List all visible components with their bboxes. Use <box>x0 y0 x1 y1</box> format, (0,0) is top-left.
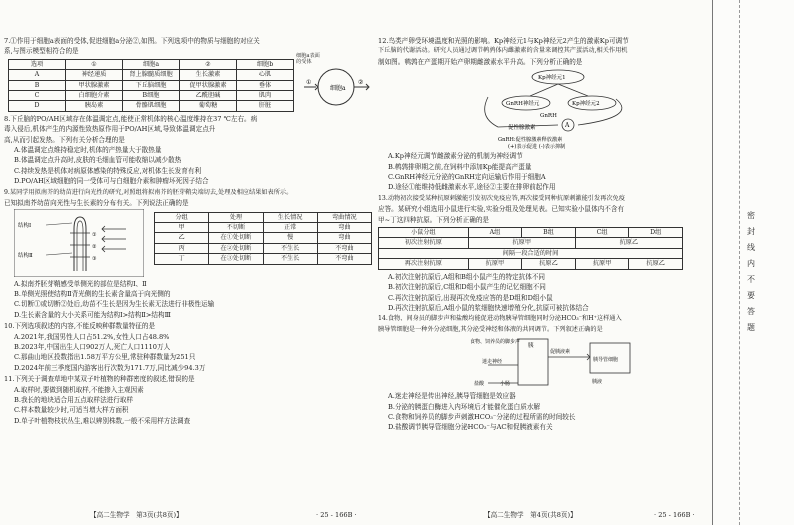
q9-option-c: C.切断①或切断②处后,幼苗不生长是因为生长素无法进行非极性运输 <box>14 300 215 309</box>
q12-hormone-diagram <box>378 67 704 151</box>
cell: B <box>9 80 66 90</box>
cell: 抗原甲 <box>575 259 629 269</box>
table-row <box>155 233 372 243</box>
q10-stem: 10.下列选项叙述的内容,不能反映种群数量特征的是 <box>4 322 156 331</box>
q7-th: 细胞b <box>237 59 294 69</box>
q13-th: B组 <box>522 228 576 238</box>
q12-stem: 12.鸟类产卵受环境温度和光照的影响。Kp神经元1与Kp神经元2产生的激素Kp可调节 <box>378 37 629 45</box>
q13-table <box>378 227 683 270</box>
cell: 间隔一段合适的时间 <box>379 248 683 258</box>
cell: 丁 <box>155 254 209 264</box>
q7-th: ① <box>66 59 123 69</box>
seal-line <box>739 0 740 525</box>
q14-option-b: B.分泌的胰蛋白酶进入内环境后才能催化蛋白质水解 <box>388 402 541 411</box>
q14-fig-label-2: 迷走神经 <box>482 359 503 366</box>
q13-option-b: B.初次注射抗原后,C组和D组小鼠产生的记忆细胞不同 <box>388 283 546 292</box>
cell: 不切断 <box>209 222 263 232</box>
q9-table <box>154 212 372 265</box>
q7-fig-cell: 细胞a <box>330 84 346 92</box>
q12-fig-a: A <box>565 122 570 130</box>
cell: 神经递质 <box>66 70 123 80</box>
q9-th: 处理 <box>209 212 263 222</box>
cell: 慢 <box>263 233 317 243</box>
cell: 垂体 <box>237 80 294 90</box>
q12-stem-2: 下丘脑的代谢活动。研究人员通过调节鹌鹑体内雌激素的含量来调控其产蛋活动,相关作用机 <box>378 47 628 55</box>
q13-option-c: C.再次注射抗原后,出现再次免疫应答的是D组和D组小鼠 <box>388 293 553 302</box>
question-12 <box>378 36 704 193</box>
q12-fig-kp1: Kp神经元1 <box>538 75 566 82</box>
question-10 <box>4 321 372 373</box>
question-7 <box>4 36 372 112</box>
seal-char: 内 <box>747 259 755 268</box>
q10-option-d: D.2024年前三季度国内游客出行次数为171.7万,同比减少94.3万 <box>14 363 206 372</box>
q11-stem: 11.下列关于调查草地中某双子叶植物的种群密度的叙述,错误的是 <box>4 375 195 384</box>
question-8 <box>4 114 372 187</box>
cell: 抗原甲 <box>468 238 575 248</box>
cell: 抗原乙 <box>575 238 682 248</box>
q9-fig-label-2: 结构Ⅱ <box>18 252 33 259</box>
q12-fig-gnrh: GnRH <box>540 113 557 120</box>
footer-left: 【高二生物学 第3页(共8页)】 <box>90 511 183 519</box>
cell: 再次注射抗原 <box>379 259 469 269</box>
cell: D <box>9 101 66 111</box>
cell: B细胞 <box>123 91 180 101</box>
q8-stem-3: 高,从而引起发热。下列有关分析合理的是 <box>4 135 125 144</box>
table-row <box>9 70 294 80</box>
question-11 <box>4 374 372 426</box>
table-row <box>379 259 683 269</box>
svg-text:①: ① <box>92 231 97 238</box>
q14-stem-2: 胰导管细胞是一种外分泌细胞,其分泌受神经和体液的共同调节。下列叙述正确的是 <box>378 325 603 333</box>
q12-fig-kp2: Kp神经元2 <box>572 101 600 108</box>
question-13 <box>378 194 704 313</box>
left-column <box>4 36 372 427</box>
cell: 抗原乙 <box>629 259 683 269</box>
cell: 骨骼肌细胞 <box>123 101 180 111</box>
q8-option-b: B.体温调定点升高时,皮肤的毛细血管可能收缩以减少散热 <box>14 156 182 165</box>
q12-fig-caption-2: (+)表示促进 (-)表示抑制 <box>508 144 566 151</box>
seal-char: 封 <box>747 227 755 236</box>
footer-code-left: · 25 - 166B · <box>316 511 357 519</box>
cell: 在③处切断 <box>209 254 263 264</box>
q9-seedling-diagram <box>14 209 144 277</box>
q7-stem-2: 系,与图示模型相符合的是 <box>4 47 79 56</box>
cell: 下丘脑细胞 <box>123 80 180 90</box>
q14-pancreas-diagram <box>378 335 704 391</box>
q14-fig-label-1: 食物、饲养员的脚步声 <box>470 339 521 346</box>
question-14 <box>378 314 704 432</box>
q12-option-d: D.途径①能维持低雌激素水平,途径②主要在排卵前起作用 <box>388 183 556 192</box>
seal-char: 不 <box>747 275 755 284</box>
q8-option-c: C.持续发热是机体对病原体感染的特殊反应,对机体生长发育有利 <box>14 166 202 175</box>
q13-option-d: D.再次注射抗原后,A组小鼠的浆细胞快速增殖分化,抗原可被抗体结合 <box>388 303 589 312</box>
q9-fig-label-1: 结构Ⅰ <box>18 222 32 229</box>
q9-stem-2: 已知拟南芥幼苗向光性与生长素的分布有关。下列说法正确的是 <box>4 199 189 208</box>
cell: 甲状腺激素 <box>66 80 123 90</box>
q9-stem: 9.某同学用拟南芥的幼苗进行向光性的研究,对照组将拟南芥的胚芽鞘尖端切去,处理及相应结果如表所示。 <box>4 188 293 196</box>
q7-fig-c1: ① <box>306 78 312 86</box>
cell: 乙 <box>155 233 209 243</box>
cell: 正常 <box>263 222 317 232</box>
cell: 肝脏 <box>237 101 294 111</box>
q13-th: 小鼠分组 <box>379 228 469 238</box>
cell: 肾上腺髓质细胞 <box>123 70 180 80</box>
table-row <box>9 80 294 90</box>
cell: 不弯曲 <box>317 243 371 253</box>
table-row <box>379 238 683 248</box>
q14-fig-label-8: 胰液 <box>592 379 603 386</box>
q11-option-c: C.样本数量较少时,可适当增大样方面积 <box>14 406 129 415</box>
q7-table <box>8 59 294 112</box>
q12-fig-caption-1: GnRH:促性腺激素释放激素 <box>498 137 563 144</box>
q9-option-b: B.单侧光照使结构Ⅱ背光侧的生长素含量高于向光侧的 <box>14 289 171 298</box>
cell: 在①处切断 <box>209 233 263 243</box>
cell: 不生长 <box>263 243 317 253</box>
table-row <box>155 254 372 264</box>
cell: 弯曲 <box>317 233 371 243</box>
q14-fig-label-4: 小肠 <box>500 381 511 388</box>
q14-option-d: D.盐酸调节胰导管细胞分泌HCO₃⁻与AC和促胰液素有关 <box>388 423 553 432</box>
q12-option-c: C.GnRH神经元分泌的GnRH定向运输后作用于细胞A <box>388 173 546 182</box>
q8-stem: 8.下丘脑的PO/AH区域存在体温调定点,能使正常机体的核心温度维持在37 ℃左右。病 <box>4 114 258 123</box>
q7-fig-c2: ② <box>358 78 364 86</box>
cell: 肌肉 <box>237 91 294 101</box>
q14-fig-label-6: 胰导管细胞 <box>593 357 619 364</box>
q9-th: 生长情况 <box>263 212 317 222</box>
q12-fig-hormone: 促性腺激素 <box>508 125 536 132</box>
cell: 抗原甲 <box>468 259 522 269</box>
footer-right: 【高二生物学 第4页(共8页)】 <box>484 511 577 519</box>
q11-option-d: D.单子叶植物枝状丛生,难以辨别株数,一般不采用样方法调查 <box>14 416 191 425</box>
cell: 不弯曲 <box>317 254 371 264</box>
q7-th: ② <box>180 59 237 69</box>
q11-option-b: B.我长的地块适合用五点取样法进行取样 <box>14 395 134 404</box>
q10-option-a: A.2021年,我国男性人口占51.2%,女性人口占48.8% <box>14 332 170 341</box>
cell: 白细胞介素 <box>66 91 123 101</box>
seal-char: 答 <box>747 307 755 316</box>
cell: C <box>9 91 66 101</box>
question-9 <box>4 188 372 320</box>
q14-fig-label-7: 促胰液素 <box>550 349 571 356</box>
table-row <box>9 101 294 111</box>
q10-option-b: B.2023年,中国出生人口902万人,死亡人口1110万人 <box>14 342 171 351</box>
cell: 初次注射抗原 <box>379 238 469 248</box>
q9-th: 弯曲情况 <box>317 212 371 222</box>
cell: 丙 <box>155 243 209 253</box>
q10-option-c: C.那曲山地区投数指出1.58万平方公里,常驻种群数量为251只 <box>14 353 196 362</box>
q13-th: A组 <box>468 228 522 238</box>
footer-code-right: · 25 - 166B · <box>654 511 695 519</box>
seal-char: 题 <box>747 323 755 332</box>
cell: 在②处切断 <box>209 243 263 253</box>
cell: 弯曲 <box>317 222 371 232</box>
q14-fig-label-3: 盐酸 <box>474 381 485 388</box>
q7-th: 选项 <box>9 59 66 69</box>
table-row <box>9 91 294 101</box>
cell: 胰岛素 <box>66 101 123 111</box>
q14-stem: 14.食物、间身员的脚步声和盐酸均能促进动物胰导管细胞同时分泌HCO₃⁻和H⁺这样通入 <box>378 315 622 323</box>
svg-text:③: ③ <box>92 255 97 262</box>
q9-option-a: A.拟南芥胚芽鞘感受单侧光的部位是结构Ⅰ、Ⅱ <box>14 279 147 288</box>
q14-fig-label-5: 胰 <box>528 343 534 350</box>
cell: A <box>9 70 66 80</box>
cell: 生长激素 <box>180 70 237 80</box>
table-row <box>379 248 683 258</box>
seal-char: 密 <box>747 211 755 220</box>
q8-option-a: A.体温调定点维持稳定时,机体的产热量大于散热量 <box>14 146 162 155</box>
q7-stem: 7.①作用于细胞a表面的受体,促进细胞a分泌②,如图。下列选项中的物质与细胞的对应关 <box>4 37 260 45</box>
q7-th: 细胞a <box>123 59 180 69</box>
cell: 甲 <box>155 222 209 232</box>
cell: 乙酰胆碱 <box>180 91 237 101</box>
right-column <box>378 36 704 434</box>
q13-option-a: A.初次注射抗原后,A组和B组小鼠产生的特定抗体不同 <box>388 272 546 281</box>
q8-stem-2: 毒入侵后,机体产生的内源性致热原作用于PO/AH区域,导致体温调定点升 <box>4 125 216 134</box>
q14-option-a: A.迷走神经是传出神经,胰导管细胞是效应器 <box>388 392 516 401</box>
seal-char: 线 <box>747 243 755 252</box>
cell: 葡萄糖 <box>180 101 237 111</box>
q12-stem-3: 制如图。鹌鹑在产蛋期开始产卵期雌激素水平升高。下列分析正确的是 <box>378 57 583 66</box>
q11-option-a: A.取样时,要做到随机取样,不能掺入主观因素 <box>14 385 144 394</box>
seal-notice <box>744 208 758 336</box>
q12-option-a: A.Kp神经元调节雌激素分泌的机制为神经调节 <box>388 152 523 161</box>
q13-stem-3: 甲~丁这四种抗原。下列分析正确的是 <box>378 215 490 224</box>
table-row <box>155 243 372 253</box>
q12-option-b: B.鹌鹑排卵期之前,在饲料中添加Kp能提高产蛋量 <box>388 162 532 171</box>
q14-option-c: C.食物和饲养员的脚步声刺激HCO₃⁻分泌的过程所需的时间较长 <box>388 412 576 421</box>
cell: 抗原乙 <box>522 259 576 269</box>
q13-th: D组 <box>629 228 683 238</box>
q13-stem-2: 应答。某研究小组选用小鼠进行实验,实验分组及处理见表。已知实验小鼠体内不含有 <box>378 205 625 214</box>
cell: 促甲状腺激素 <box>180 80 237 90</box>
q13-th: C组 <box>575 228 629 238</box>
svg-text:②: ② <box>92 243 97 250</box>
cell: 心肌 <box>237 70 294 80</box>
table-row <box>155 222 372 232</box>
seal-char: 要 <box>747 291 755 300</box>
q8-option-d: D.PO/AH区域细胞的同一受体可与白细胞介素和肿瘤坏死因子结合 <box>14 177 209 186</box>
q13-stem: 13.动物初次接受某种抗原刺激能引发初次免疫应答,再次接受同种抗原刺激能引发再次免疫 <box>378 194 625 202</box>
cell: 不生长 <box>263 254 317 264</box>
q7-fig-receptor: 细胞a表面的受体 <box>296 52 320 66</box>
q9-th: 分组 <box>155 212 209 222</box>
q12-fig-gnrh-neuron: GnRH神经元 <box>506 101 540 108</box>
q9-option-d: D.生长素含量的大小关系可能为结构Ⅰ>结构Ⅱ>结构Ⅲ <box>14 310 171 319</box>
